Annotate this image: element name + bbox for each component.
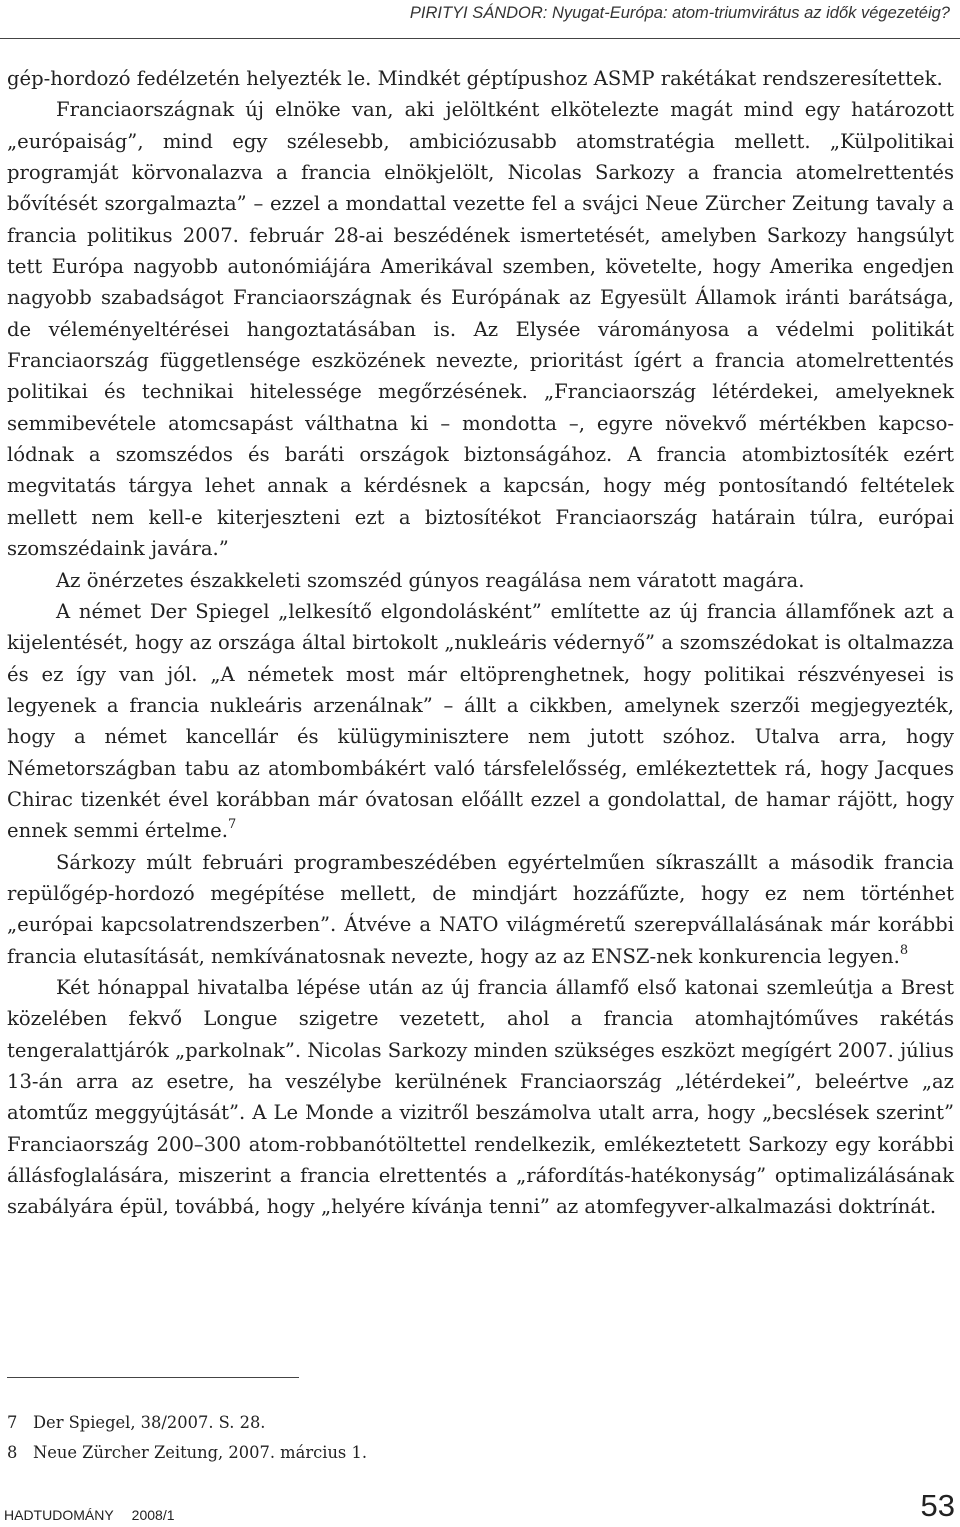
header-rule	[0, 38, 960, 39]
footnote-separator	[7, 1377, 299, 1378]
paragraph-2: Franciaországnak új elnöke van, aki jelöltként elkötelezte magát mind egy határozott „európaiság”, mind egy szélesebb, ambiciózusabb atomstratégia mellett. „Külpolitikai programját körvonalazva a francia elnökjelölt, Nicolas Sarkozy a francia atomelrettentés bővítését szorgalmazta” – ezzel a mondattal vezette fel a svájci Neue Zürcher Zeitung tavaly a francia politikus 2007. február 28-ai beszédének ismertetését, amelyben Sarkozy hangsúlyt tett Európa nagyobb autonómiájára Amerikával szemben, követelte, hogy Amerika engedjen nagyobb szabadságot Franciaországnak és Európának az Egyesült Államok iránti barátsága, de véleményeltérései hangoztatásában is. Az Elysée várományosa a védelmi politikát Franciaország függetlensége eszközének nevezte, prioritást ígért a francia atomelrettentés politikai és technikai hitelessége megőrzésének. „Franciaország létérdekei, amelyeknek semmibevétele atomcsapást válthatna ki – mondotta –, egyre növekvő mértékben kapcsolódnak a szomszédos és baráti országok biztonságához. A francia atombiztosíték ezért megvitatás tárgya lehet annak a kérdésnek a kapcsán, hogy még pontosítandó feltételek mellett nem kell-e kiterjeszteni ezt a biztosítékot Franciaország határain túlra, európai szomszédaink javára.”	[7, 98, 954, 561]
footnote-text: Neue Zürcher Zeitung, 2007. március 1.	[33, 1443, 367, 1462]
journal-issue: 2008/1	[131, 1507, 175, 1523]
footnote-7	[7, 1408, 367, 1438]
article-body	[7, 63, 954, 1223]
journal-name: HADTUDOMÁNY	[4, 1507, 114, 1523]
footnote-number: 7	[7, 1413, 18, 1432]
paragraph-4	[7, 596, 954, 847]
footer-journal-info	[4, 1507, 175, 1523]
footnote-text: Der Spiegel, 38/2007. S. 28.	[33, 1413, 266, 1432]
paragraph-5-text: Sárkozy múlt februári programbeszédében egyértelműen síkraszállt a második francia repülőgép-hordozó megépítése mellett, de mindjárt hozzáfűzte, hogy ez nem történhet „európai kapcsolatrendszerben”. Átvéve a NATO világméretű szerepvállalásának már korábbi francia elutasítását, nemkívánatosnak nevezte, hogy az az ENSZ-nek konkurencia legyen.	[7, 850, 954, 968]
footnotes	[7, 1408, 367, 1468]
paragraph-5	[7, 847, 954, 972]
footnote-ref-7[interactable]: 7	[227, 817, 237, 833]
footnote-8	[7, 1438, 367, 1468]
footnote-number: 8	[7, 1443, 18, 1462]
paragraph-4-text: A német Der Spiegel „lelkesítő elgondolásként” említette az új francia államfőnek azt a kijelentését, hogy az országa által birtokolt „nukleáris védernyő” a szomszédokat is oltalmazza és ez így van jól. „A németek most már eltöprenghetnek, hogy politikai részvényesei is legyenek a francia nukleáris arzenálnak” – állt a cikkben, amelynek szerzői megjegyezték, hogy a német kancellár és külügyminisztere nem jutott szóhoz. Utalva arra, hogy Németországban tabu az atombombákért való társfelelősség, emlékeztettek rá, hogy Jacques Chirac tizenkét ével korábban már óvatosan előállt ezzel a gondolattal, de hamar rájött, hogy ennek semmi értelme.	[7, 599, 954, 843]
paragraph-1: gép-hordozó fedélzetén helyezték le. Mindkét géptípushoz ASMP rakétákat rendszeresítettek.	[7, 67, 943, 90]
page-number: 53	[920, 1488, 955, 1523]
footnote-ref-8[interactable]: 8	[899, 942, 909, 958]
running-header: PIRITYI SÁNDOR: Nyugat-Európa: atom-triumvirátus az idők végezetéig?	[409, 4, 950, 22]
paragraph-3: Az önérzetes északkeleti szomszéd gúnyos reagálása nem váratott magára.	[56, 568, 805, 592]
paragraph-6: Két hónappal hivatalba lépése után az új francia államfő első katonai szemleútja a Brest közelében fekvő Longue szigetre vezetett, ahol a francia atomhajtóműves rakétás tengeralattjárók „parkolnak”. Nicolas Sarkozy minden szükséges eszközt megígért 2007. július 13-án arra az esetre, ha veszélybe kerülnének Franciaország „létérdekei”, beleértve „az atomtűz meggyújtását”. A Le Monde a vizitről beszámolva utalt arra, hogy „becslések szerint” Franciaország 200–300 atom-robbanótöltettel rendelkezik, emlékeztetett Sarkozy egy korábbi állásfoglalására, miszerint a francia elrettentés a „ráfordítás-hatékonyság” optimalizálásának szabályára épül, továbbá, hogy „helyére kívánja tenni” az atomfegyver-alkalmazási doktrínát.	[7, 975, 954, 1219]
